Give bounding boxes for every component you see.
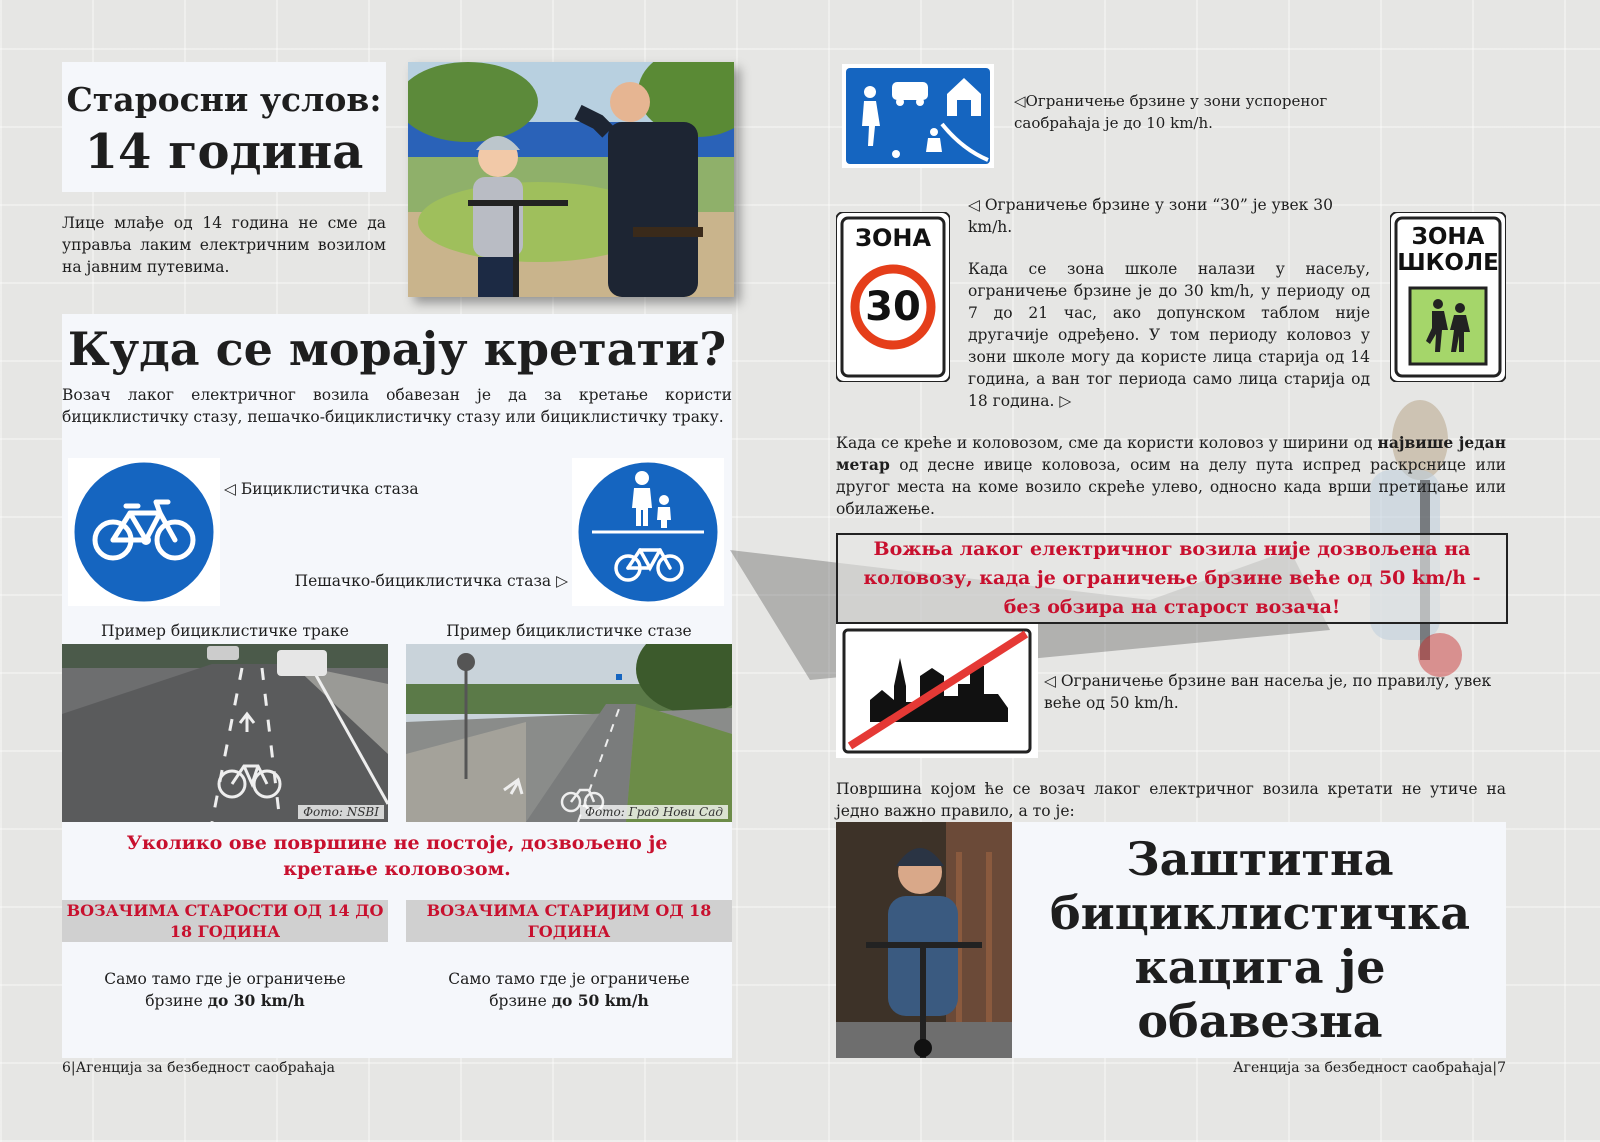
group-18-plus-title: ВОЗАЧИМА СТАРИЈИМ ОД 18 ГОДИНА	[406, 900, 732, 942]
age-title-line2: 14 година	[84, 124, 364, 180]
where-heading: Куда се морају кретати?	[67, 322, 727, 376]
school-zone-sign	[1390, 212, 1506, 382]
boy-policeman-photo	[408, 62, 734, 297]
bike-path-label: ◁ Бициклистичка стаза	[224, 480, 419, 498]
road-usage-text-post: од десне ивице коловоза, осим на делу пута испред раскрснице или другог места на коме возило скреће улево, односно када врши претицање или обилажење.	[836, 456, 1506, 518]
pedestrian-bike-path-sign	[572, 458, 724, 606]
bike-path-sign	[68, 458, 220, 606]
left-page-footer: 6|Агенција за безбедност саобраћаја	[62, 1060, 335, 1076]
road-ban-warning: Вожња лаког електричног возила није дозвољена на коловозу, када је ограничење брзине веће од 50 km/h - без обзира на старост возача!	[836, 533, 1508, 624]
zone-30-text: ◁ Ограничење брзине у зони “30” је увек 30 km/h.	[968, 196, 1334, 236]
slow-traffic-zone-sign	[842, 64, 994, 168]
helmet-rider-photo	[836, 822, 1012, 1058]
pedestrian-bike-path-label: Пешачко-бициклистичка стаза ▷	[294, 572, 568, 590]
helmet-title: Заштитна бициклистичка кацига је обавезна	[1050, 832, 1470, 1048]
bike-path-photo	[406, 644, 732, 822]
bike-lane-photo	[62, 644, 388, 822]
right-page-footer: Агенција за безбедност саобраћаја|7	[1233, 1060, 1506, 1076]
zone-30-sign	[836, 212, 950, 382]
group-18-plus-text	[424, 968, 714, 1012]
group-14-18-text-main: Само тамо где је ограничење брзине	[104, 970, 346, 1010]
surface-text: Површина којом ће се возач лаког електричног возила кретати не утиче на једно важно правило, а то је:	[836, 780, 1506, 820]
age-title-line1: Старосни услов:	[66, 80, 382, 119]
group-14-18-limit: до 30 km/h	[207, 991, 305, 1010]
bike-path-caption: Пример бициклистичке стазе	[446, 622, 692, 640]
school-zone-text: Када се зона школе налази у насељу, ограничење брзине је до 30 km/h, у периоду од 7 до 21 час, ако допунском таблом није другачије одређено. У том периоду коловоз у зони школе могу да користе лица старија од 14 година, а ван тог периода само лица старија од 18 година. ▷	[968, 260, 1370, 410]
bike-path-photo-credit: Фото: Град Нови Сад	[580, 805, 728, 819]
road-allowed-warning: Уколико ове површине не постоје, дозвољено је кретање коловозом.	[126, 832, 668, 880]
road-usage-text	[836, 432, 1506, 520]
school-zone-sign-line2: ШКОЛЕ	[1397, 250, 1499, 276]
bike-lane-photo-credit: Фото: NSBI	[298, 805, 384, 819]
outside-settlement-text: ◁ Ограничење брзине ван насеља је, по правилу, увек веће од 50 km/h.	[1044, 672, 1492, 712]
group-14-18-title: ВОЗАЧИМА СТАРОСТИ ОД 14 ДО 18 ГОДИНА	[62, 900, 388, 942]
age-text: Лице млађе од 14 година не сме да управља лаким електричним возилом на јавним путевима.	[62, 214, 386, 276]
group-18-plus-text-main: Само тамо где је ограничење брзине	[448, 970, 690, 1010]
road-usage-width: највише један метар	[836, 433, 1506, 474]
zone-30-sign-word: ЗОНА	[854, 224, 932, 252]
group-14-18-text	[80, 968, 370, 1012]
zone-30-sign-number: 30	[865, 284, 921, 330]
age-title-box	[62, 62, 386, 192]
group-18-plus-limit: до 50 km/h	[551, 991, 649, 1010]
road-usage-text-pre: Када се креће и коловозом, сме да користи коловоз у ширини од	[836, 434, 1378, 452]
school-zone-sign-line1: ЗОНА	[1411, 224, 1485, 250]
slow-zone-text: ◁Ограничење брзине у зони успореног саобраћаја је до 10 km/h.	[1014, 92, 1328, 132]
end-of-settlement-sign	[836, 624, 1038, 758]
where-intro: Возач лаког електричног возила обавезан је да за кретање користи бициклистичку стазу, пешачко-бициклистичку стазу или бициклистичку траку.	[62, 386, 732, 426]
bike-lane-caption: Пример бициклистичке траке	[101, 622, 349, 640]
